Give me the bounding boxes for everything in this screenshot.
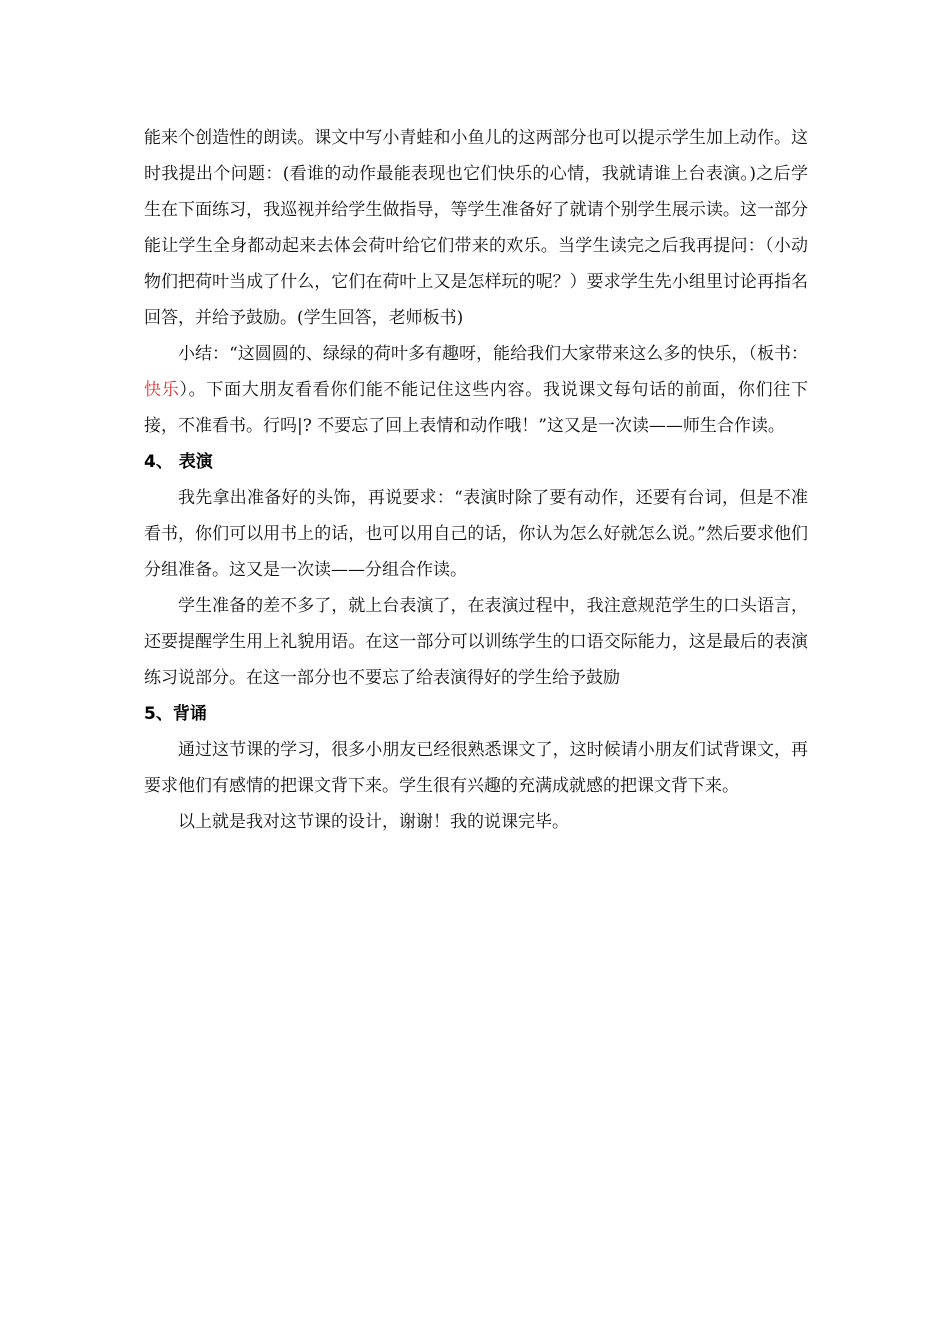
paragraph-performance-stage: 学生准备的差不多了，就上台表演了，在表演过程中，我注意规范学生的口头语言，还要提醒学生用上礼貌用语。在这一部分可以训练学生的口语交际能力，这是最后的表演练习说部分。在这一部分也不要忘了给表演得好的学生给予鼓励 bbox=[144, 596, 808, 688]
section-heading-recitation: 5、背诵 bbox=[144, 704, 207, 724]
paragraph-closing: 以上就是我对这节课的设计，谢谢！我的说课完毕。 bbox=[178, 812, 569, 832]
summary-text-end: ）。下面大朋友看看你们能不能记住这些内容。我说课文每句话的前面，你们往下接，不准看书。行吗|? 不要忘了回上表情和动作哦！”这又是一次读——师生合作读。 bbox=[144, 380, 809, 436]
paragraph-reading-actions: 能来个创造性的朗读。课文中写小青蛙和小鱼儿的这两部分也可以提示学生加上动作。这时我提出个问题：(看谁的动作最能表现也它们快乐的心情，我就请谁上台表演。)之后学生在下面练习，我巡视并给学生做指导，等学生准备好了就请个别学生展示读。这一部分能让学生全身都动起来去体会荷叶给它们带来的欢乐。当学生读完之后我再提问：（小动物们把荷叶当成了什么，它们在荷叶上又是怎样玩的呢？）要求学生先小组里讨论再指名回答，并给予鼓励。(学生回答，老师板书) bbox=[144, 128, 808, 328]
paragraph-recitation: 通过这节课的学习，很多小朋友已经很熟悉课文了，这时候请小朋友们试背课文，再要求他们有感情的把课文背下来。学生很有兴趣的充满成就感的把课文背下来。 bbox=[144, 740, 808, 796]
section-heading-performance: 4、 表演 bbox=[144, 452, 213, 472]
document-body bbox=[144, 120, 808, 840]
paragraph-performance-prep: 我先拿出准备好的头饰，再说要求：“表演时除了要有动作，还要有台词，但是不准看书，你们可以用书上的话，也可以用自己的话，你认为怎么好就怎么说。”然后要求他们分组准备。这又是一次读——分组合作读。 bbox=[144, 488, 808, 580]
paragraph-summary bbox=[144, 336, 808, 444]
summary-text-start: 小结：“这圆圆的、绿绿的荷叶多有趣呀，能给我们大家带来这么多的快乐，（板书： bbox=[178, 344, 808, 364]
summary-highlight-kuaile: 快乐 bbox=[144, 380, 180, 400]
